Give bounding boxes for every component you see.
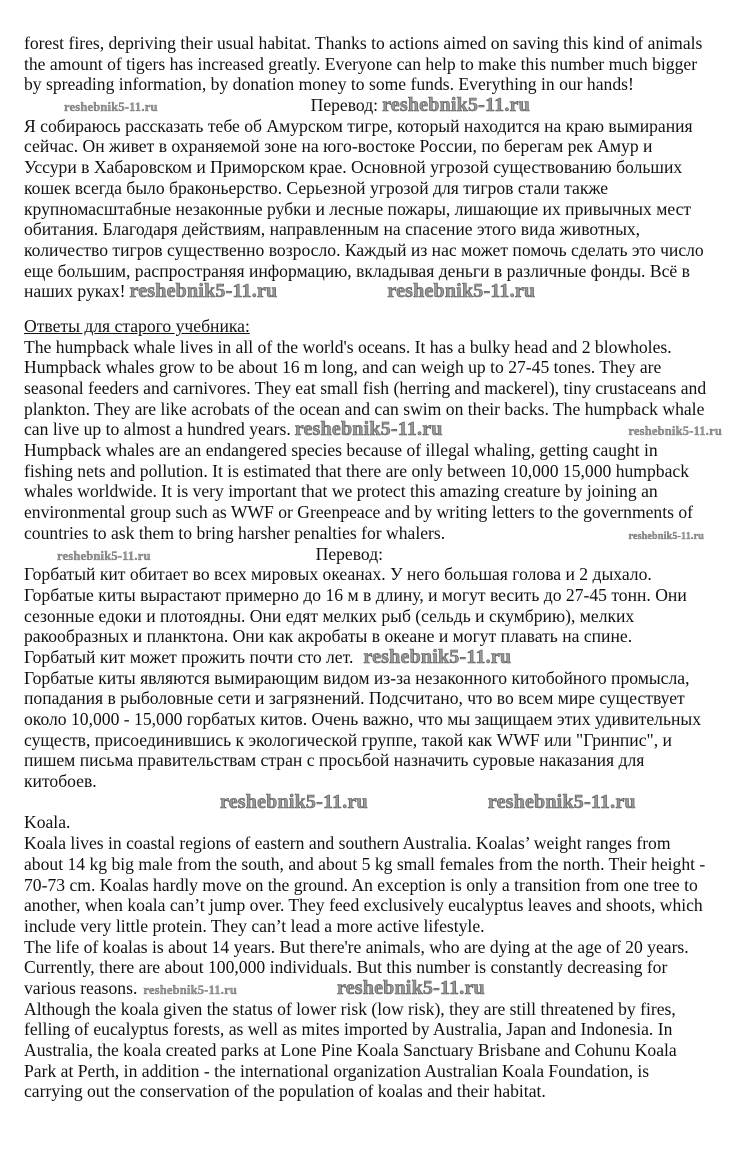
text-line: another, when koala can’t jump over. They feed exclusively eucalyptus leaves and shoots, which [24,895,703,916]
text-line: The humpback whale lives in all of the world's oceans. It has a bulky head and 2 blowholes. [24,336,672,357]
text-line: около 10,000 - 15,000 горбатых китов. Очень важно, что мы защищаем этих удивительных [24,709,701,729]
text-line-with-watermarks [24,419,744,440]
translation-row [24,95,744,116]
text-line: крупномасштабные незаконные рубки и лесные пожары, лишающие их привычных мест [24,198,692,219]
text-line: carrying out the conservation of the population of koalas and their habitat. [24,1081,546,1102]
text-line: Currently, there are about 100,000 individuals. But this number is constantly decreasing for [24,957,668,978]
koala-english-text [24,833,744,978]
text-line: еще большим, распространяя информацию, вкладывая деньги в различные фонды. Всё в [24,260,690,281]
text-line: 70-73 cm. Koalas hardly move on the ground. An exception is only a transition from one tree to [24,874,698,895]
document-page [24,33,744,1102]
koala-english-text-continued [24,999,744,1102]
watermark: reshebnik5-11.ru [143,982,237,997]
text-line: наших руках! [24,281,126,302]
text-line: обитания. Благодаря действиям, направленным на спасение этого вида животных, [24,219,641,240]
watermark-row [24,792,744,813]
text-line: Koala lives in coastal regions of eastern and southern Australia. Koalas’ weight ranges from [24,833,671,854]
tiger-russian-translation [24,116,744,282]
text-line: the amount of tigers has increased greatly. Everyone can help to make this number much bigger [24,53,698,74]
watermark: reshebnik5-11.ru [294,418,443,441]
text-line: by spreading information, by donation money to some funds. Everything in our hands! [24,74,634,95]
watermark: reshebnik5-11.ru [387,280,536,303]
text-line: Горбатые киты являются вымирающим видом из-за незаконного китобойного промысла, [24,667,690,688]
text-line-with-watermark [24,647,744,668]
watermark: reshebnik5-11.ru [129,280,278,303]
text-line: количество тигров существенно возросло. Каждый из нас может помочь сделать это число [24,239,704,260]
text-line: seasonal feeders and carnivores. They eat small fish (herring and mackerel), tiny crustaceans and [24,378,707,398]
text-line: various reasons. [24,977,138,998]
text-line: Australia, the koala created parks at Lone Pine Koala Sanctuary Brisbane and Cohunu Koala [24,1040,677,1060]
text-line: include very little protein. They can’t lead a more active lifestyle. [24,915,485,936]
text-line: Горбатый кит обитает во всех мировых океанах. У него большая голова и 2 дыхало. [24,564,652,585]
text-line: felling of eucalyptus forests, as well as mites imported by Australia, Japan and Indonesia. In [24,1019,673,1040]
text-line: can live up to almost a hundred years. [24,419,291,440]
watermark: reshebnik5-11.ru [382,94,530,117]
watermark: reshebnik5-11.ru [336,976,485,999]
whale-russian-translation [24,564,744,647]
text-line: whales worldwide. It is very important that we protect this amazing creature by joining an [24,481,658,502]
text-line: пишем письма правительствам стран с просьбой назначить суровые наказания для [24,750,645,771]
text-line: Humpback whales grow to be about 16 m long, and can weigh up to 27-45 tones. They are [24,357,662,378]
text-line-with-watermarks [24,978,744,999]
koala-title: Koala. [24,812,71,833]
old-textbook-heading: Ответы для старого учебника: [24,315,250,336]
text-line: попадания в рыболовные сети и загрязнений. Подсчитано, что во всем мире существует [24,688,685,709]
text-line: countries to ask them to bring harsher penalties for whalers. [24,522,446,543]
tiger-english-text [24,33,744,95]
text-line: plankton. They are like acrobats of the ocean and can swim on their backs. The humpback whale [24,398,705,419]
watermark: reshebnik5-11.ru [64,100,158,115]
whale-english-text-continued [24,440,744,523]
whale-english-text [24,337,744,420]
text-line: Humpback whales are an endangered species because of illegal whaling, getting caught in [24,440,658,461]
watermark: reshebnik5-11.ru [57,548,151,563]
text-line: environmental group such as WWF or Greenpeace and by writing letters to the governments of [24,502,694,523]
text-line: The life of koalas is about 14 years. But there're animals, who are dying at the age of 20 years. [24,936,689,957]
translation-label: Перевод: [315,543,384,564]
watermark: reshebnik5-11.ru [628,424,722,439]
text-line: Уссури в Хабаровском и Приморском крае. Основной угрозой существованию больших [24,157,683,178]
text-line-with-watermarks [24,281,744,302]
text-line: китобоев. [24,771,97,792]
text-line: кошек всегда было браконьерство. Серьезной угрозой для тигров стали также [24,177,609,198]
text-line: Горбатый кит может прожить почти сто лет. [24,646,354,667]
text-line: about 14 kg big male from the south, and about 5 kg small females from the north. Their height - [24,853,706,874]
text-line: существ, присоединившись к экологической группе, такой как WWF или "Гринпис", и [24,729,672,750]
text-line: Я собираюсь рассказать тебе об Амурском тигре, который находится на краю вымирания [24,115,693,136]
watermark: reshebnik5-11.ru [487,790,636,813]
text-line: Горбатые киты вырастают примерно до 16 м в длину, и могут весить до 27-45 тонн. Они [24,584,687,605]
text-line: сезонные едоки и плотоядны. Они едят мелких рыб (сельдь и скумбрию), мелких [24,605,635,626]
text-line-with-watermark [24,523,744,544]
watermark: reshebnik5-11.ru [220,790,368,813]
watermark: reshebnik5-11.ru [363,645,512,668]
translation-label: Перевод: [310,95,379,116]
text-line: ракообразных и планктона. Они как акробаты в океане и могут плавать на спине. [24,626,633,647]
text-line: сейчас. Он живет в охраняемой зоне на юго-востоке России, по берегам рек Амур и [24,136,653,157]
text-line: fishing nets and pollution. It is estimated that there are only between 10,000 15,000 humpback [24,460,689,481]
text-line: Although the koala given the status of lower risk (low risk), they are still threatened by fires, [24,998,676,1019]
watermark: reshebnik5-11.ru [628,530,704,542]
text-line: forest fires, depriving their usual habitat. Thanks to actions aimed on saving this kind of animals [24,33,703,53]
text-line: Park at Perth, in addition - the international organization Australian Koala Foundation, is [24,1060,650,1081]
whale-russian-translation-continued [24,668,744,792]
